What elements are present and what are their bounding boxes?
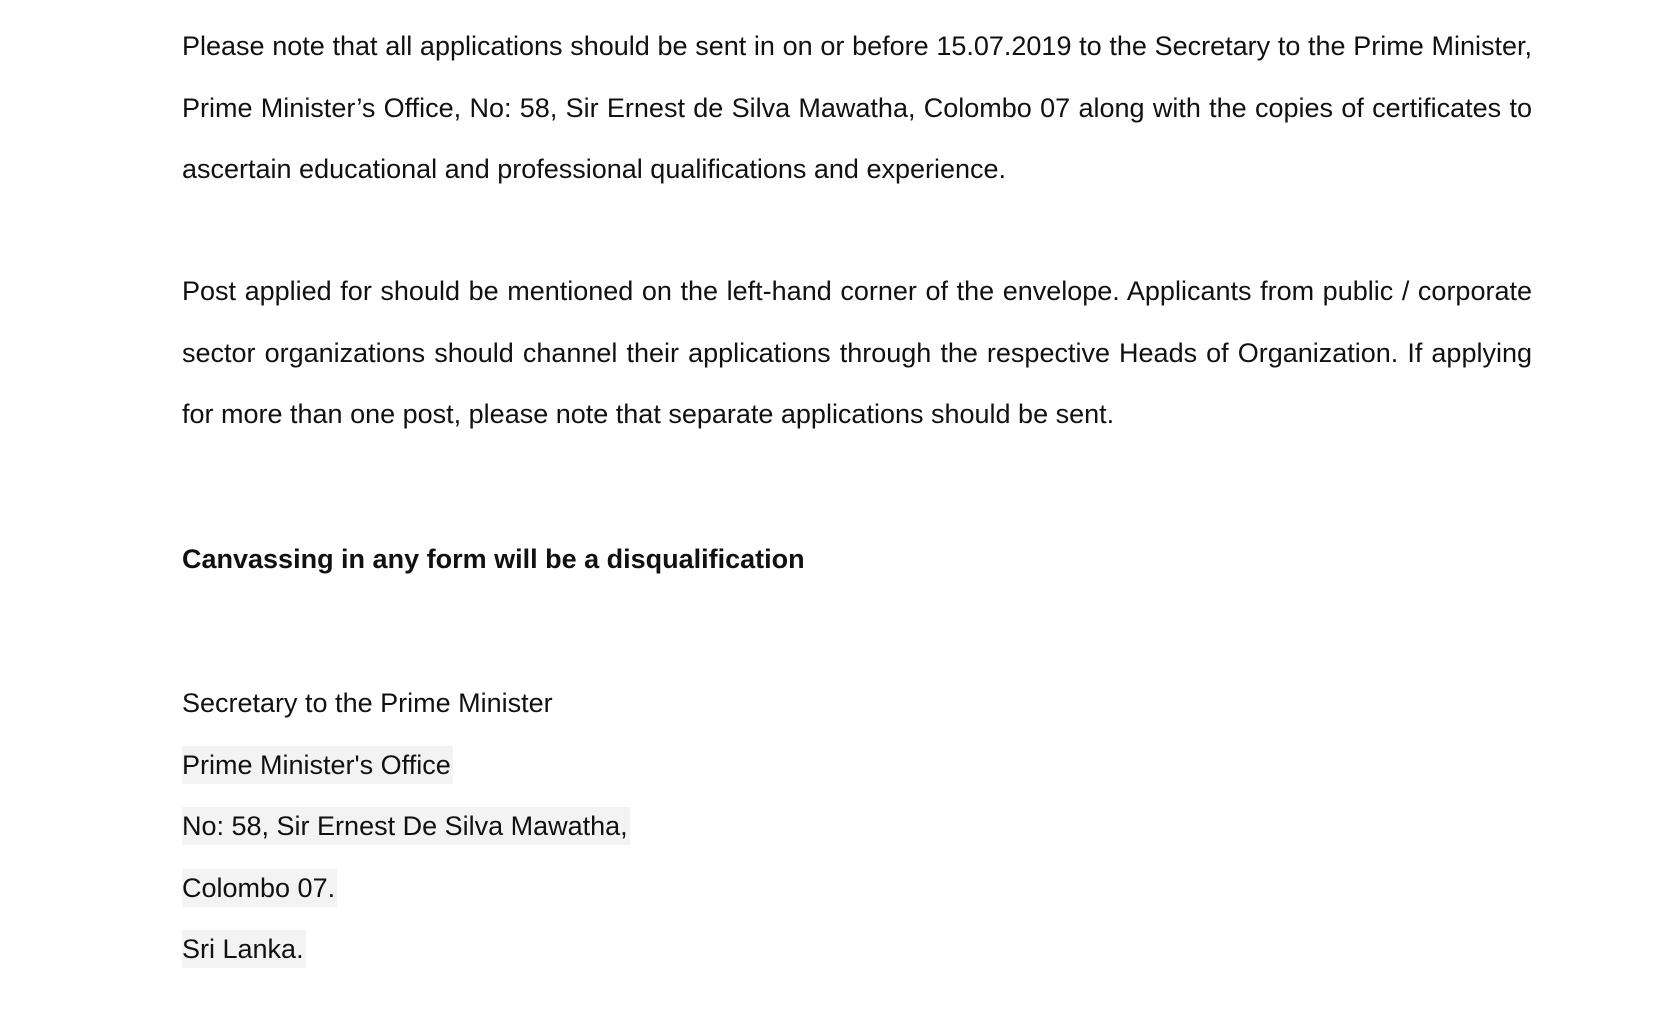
address-line-country: Sri Lanka. (182, 930, 630, 968)
signature-address-block (182, 684, 630, 992)
address-line-office: Prime Minister's Office (182, 746, 630, 784)
address-line-city: Colombo 07. (182, 869, 630, 907)
paragraph-application-deadline: Please note that all applications should be sent in on or before 15.07.2019 to the Secretary to the Prime Minister, Prime Minister’s Office, No: 58, Sir Ernest de Silva Mawatha, Colombo 07 along with the copies of certificates to ascertain educational and professional qualifications and experience. (182, 31, 1532, 184)
address-line-street: No: 58, Sir Ernest De Silva Mawatha, (182, 807, 630, 845)
address-line-title: Secretary to the Prime Minister (182, 688, 553, 718)
canvassing-notice: Canvassing in any form will be a disqualification (182, 544, 805, 574)
paragraph-envelope-instructions: Post applied for should be mentioned on the left-hand corner of the envelope. Applicants from public / corporate sector organizations should channel their applications through the respective Heads of Organization. If applying for more than one post, please note that separate applications should be sent. (182, 276, 1532, 429)
